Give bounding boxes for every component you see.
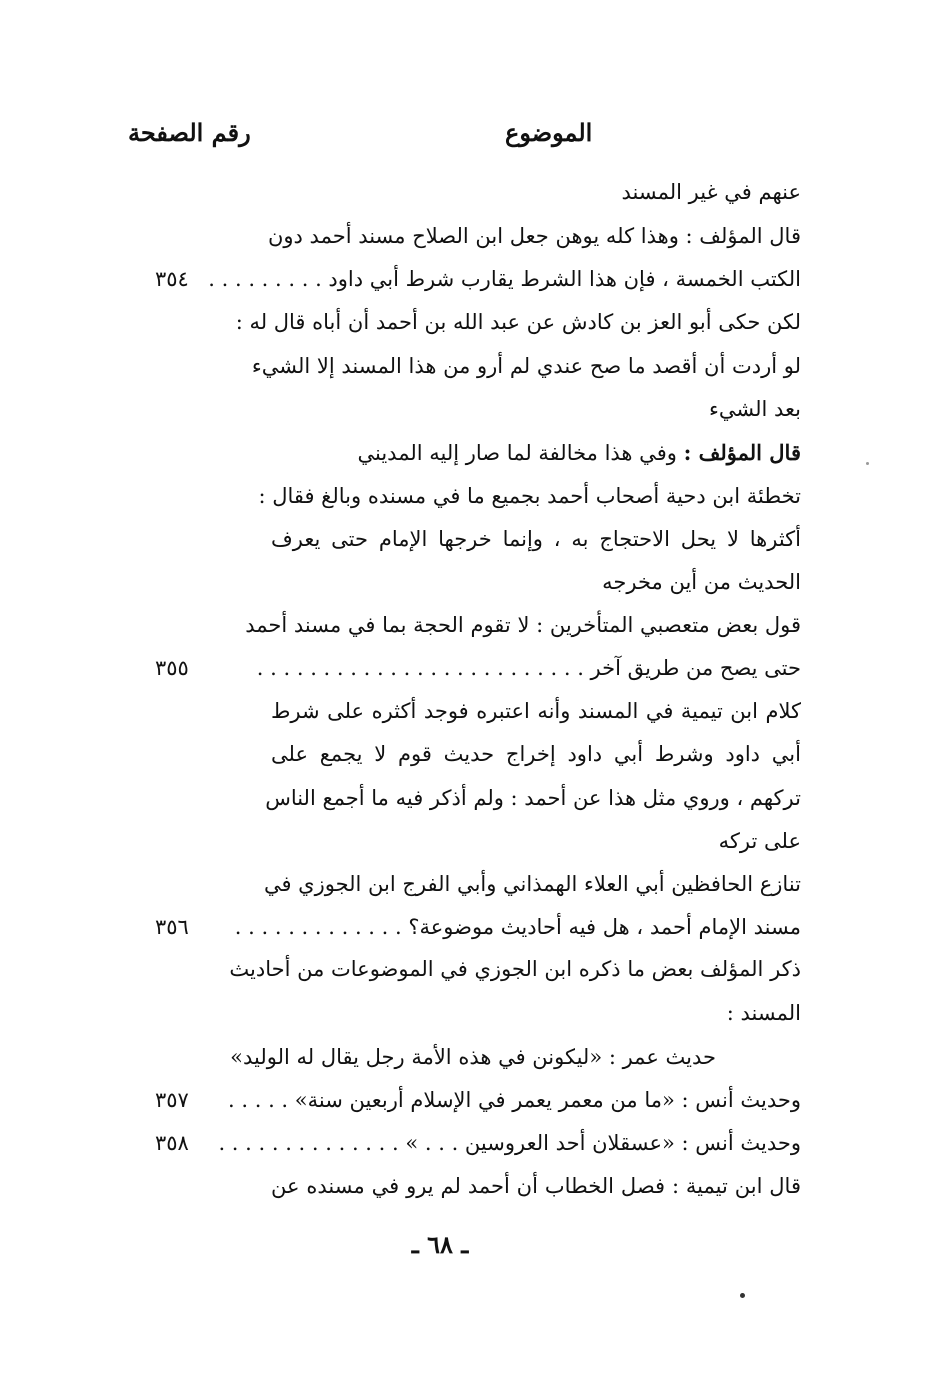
scan-speck <box>740 1293 745 1298</box>
line-text: وفي هذا مخالفة لما صار إليه المديني <box>357 441 677 465</box>
index-line: الكتب الخمسة ، فإن هذا الشرط يقارب شرط أبي داود . . . . . . . . . <box>208 267 801 291</box>
folio-page-number: ـ ٦٨ ـ <box>411 1230 469 1259</box>
index-line: حديث عمر : «ليكونن في هذه الأمة رجل يقال له الوليد» <box>230 1045 716 1069</box>
index-line: كلام ابن تيمية في المسند وأنه اعتبره فوجد أكثره على شرط <box>271 699 801 723</box>
page-number: ٣٥٧ <box>155 1088 189 1112</box>
index-line: وحديث أنس : «عسقلان أحد العروسين . . . » . . . . . . . . . . . . . . <box>218 1131 801 1155</box>
index-line: ذكر المؤلف بعض ما ذكره ابن الجوزي في الموضوعات من أحاديث <box>229 957 801 981</box>
index-line: على تركه <box>718 829 801 853</box>
column-header-page-number: رقم الصفحة <box>128 118 251 147</box>
index-line: بعد الشيء <box>708 397 801 421</box>
index-line <box>271 436 801 470</box>
page-number: ٣٥٤ <box>155 267 189 291</box>
index-line: الحديث من أين مخرجه <box>602 570 801 594</box>
scan-speck <box>866 462 869 465</box>
index-line: تركهم ، وروي مثل هذا عن أحمد : ولم أذكر فيه ما أجمع الناس <box>265 786 801 810</box>
index-line: المسند : <box>726 1001 801 1025</box>
index-line: قول بعض متعصبي المتأخرين : لا تقوم الحجة بما في مسند أحمد <box>245 613 801 637</box>
index-line: مسند الإمام أحمد ، هل فيه أحاديث موضوعة؟ . . . . . . . . . . . . . <box>234 915 801 939</box>
index-line: تنازع الحافظين أبي العلاء الهمذاني وأبي الفرج ابن الجوزي في <box>263 872 801 896</box>
page-number: ٣٥٥ <box>155 656 189 680</box>
index-line: لو أردت أن أقصد ما صح عندي لم أرو من هذا المسند إلا الشيء <box>251 354 801 378</box>
index-line: تخطئة ابن دحية أصحاب أحمد بجميع ما في مسنده وبالغ فقال : <box>258 484 801 508</box>
index-line: عنهم في غير المسند <box>621 180 801 204</box>
index-line: وحديث أنس : «ما من معمر يعمر في الإسلام أربعين سنة» . . . . . <box>228 1088 801 1112</box>
index-line: لكن حكى أبو العز بن كادش عن عبد الله بن أحمد أن أباه قال له : <box>235 310 801 334</box>
index-line: أبي داود وشرط أبي داود إخراج حديث قوم لا يجمع على <box>271 742 801 766</box>
column-header-topic: الموضوع <box>505 118 593 147</box>
index-line: قال ابن تيمية : فصل الخطاب أن أحمد لم يرو في مسنده عن <box>271 1174 801 1198</box>
page-number: ٣٥٦ <box>155 915 189 939</box>
index-line: أكثرها لا يحل الاحتجاج به ، وإنما خرجها الإمام حتى يعرف <box>271 527 801 551</box>
index-line: حتى يصح من طريق آخر . . . . . . . . . . . . . . . . . . . . . . . . . <box>256 656 801 680</box>
index-line: قال المؤلف : وهذا كله يوهن جعل ابن الصلاح مسند أحمد دون <box>267 224 801 248</box>
bold-author-prefix: قال المؤلف : <box>683 440 801 465</box>
page-number: ٣٥٨ <box>155 1131 189 1155</box>
